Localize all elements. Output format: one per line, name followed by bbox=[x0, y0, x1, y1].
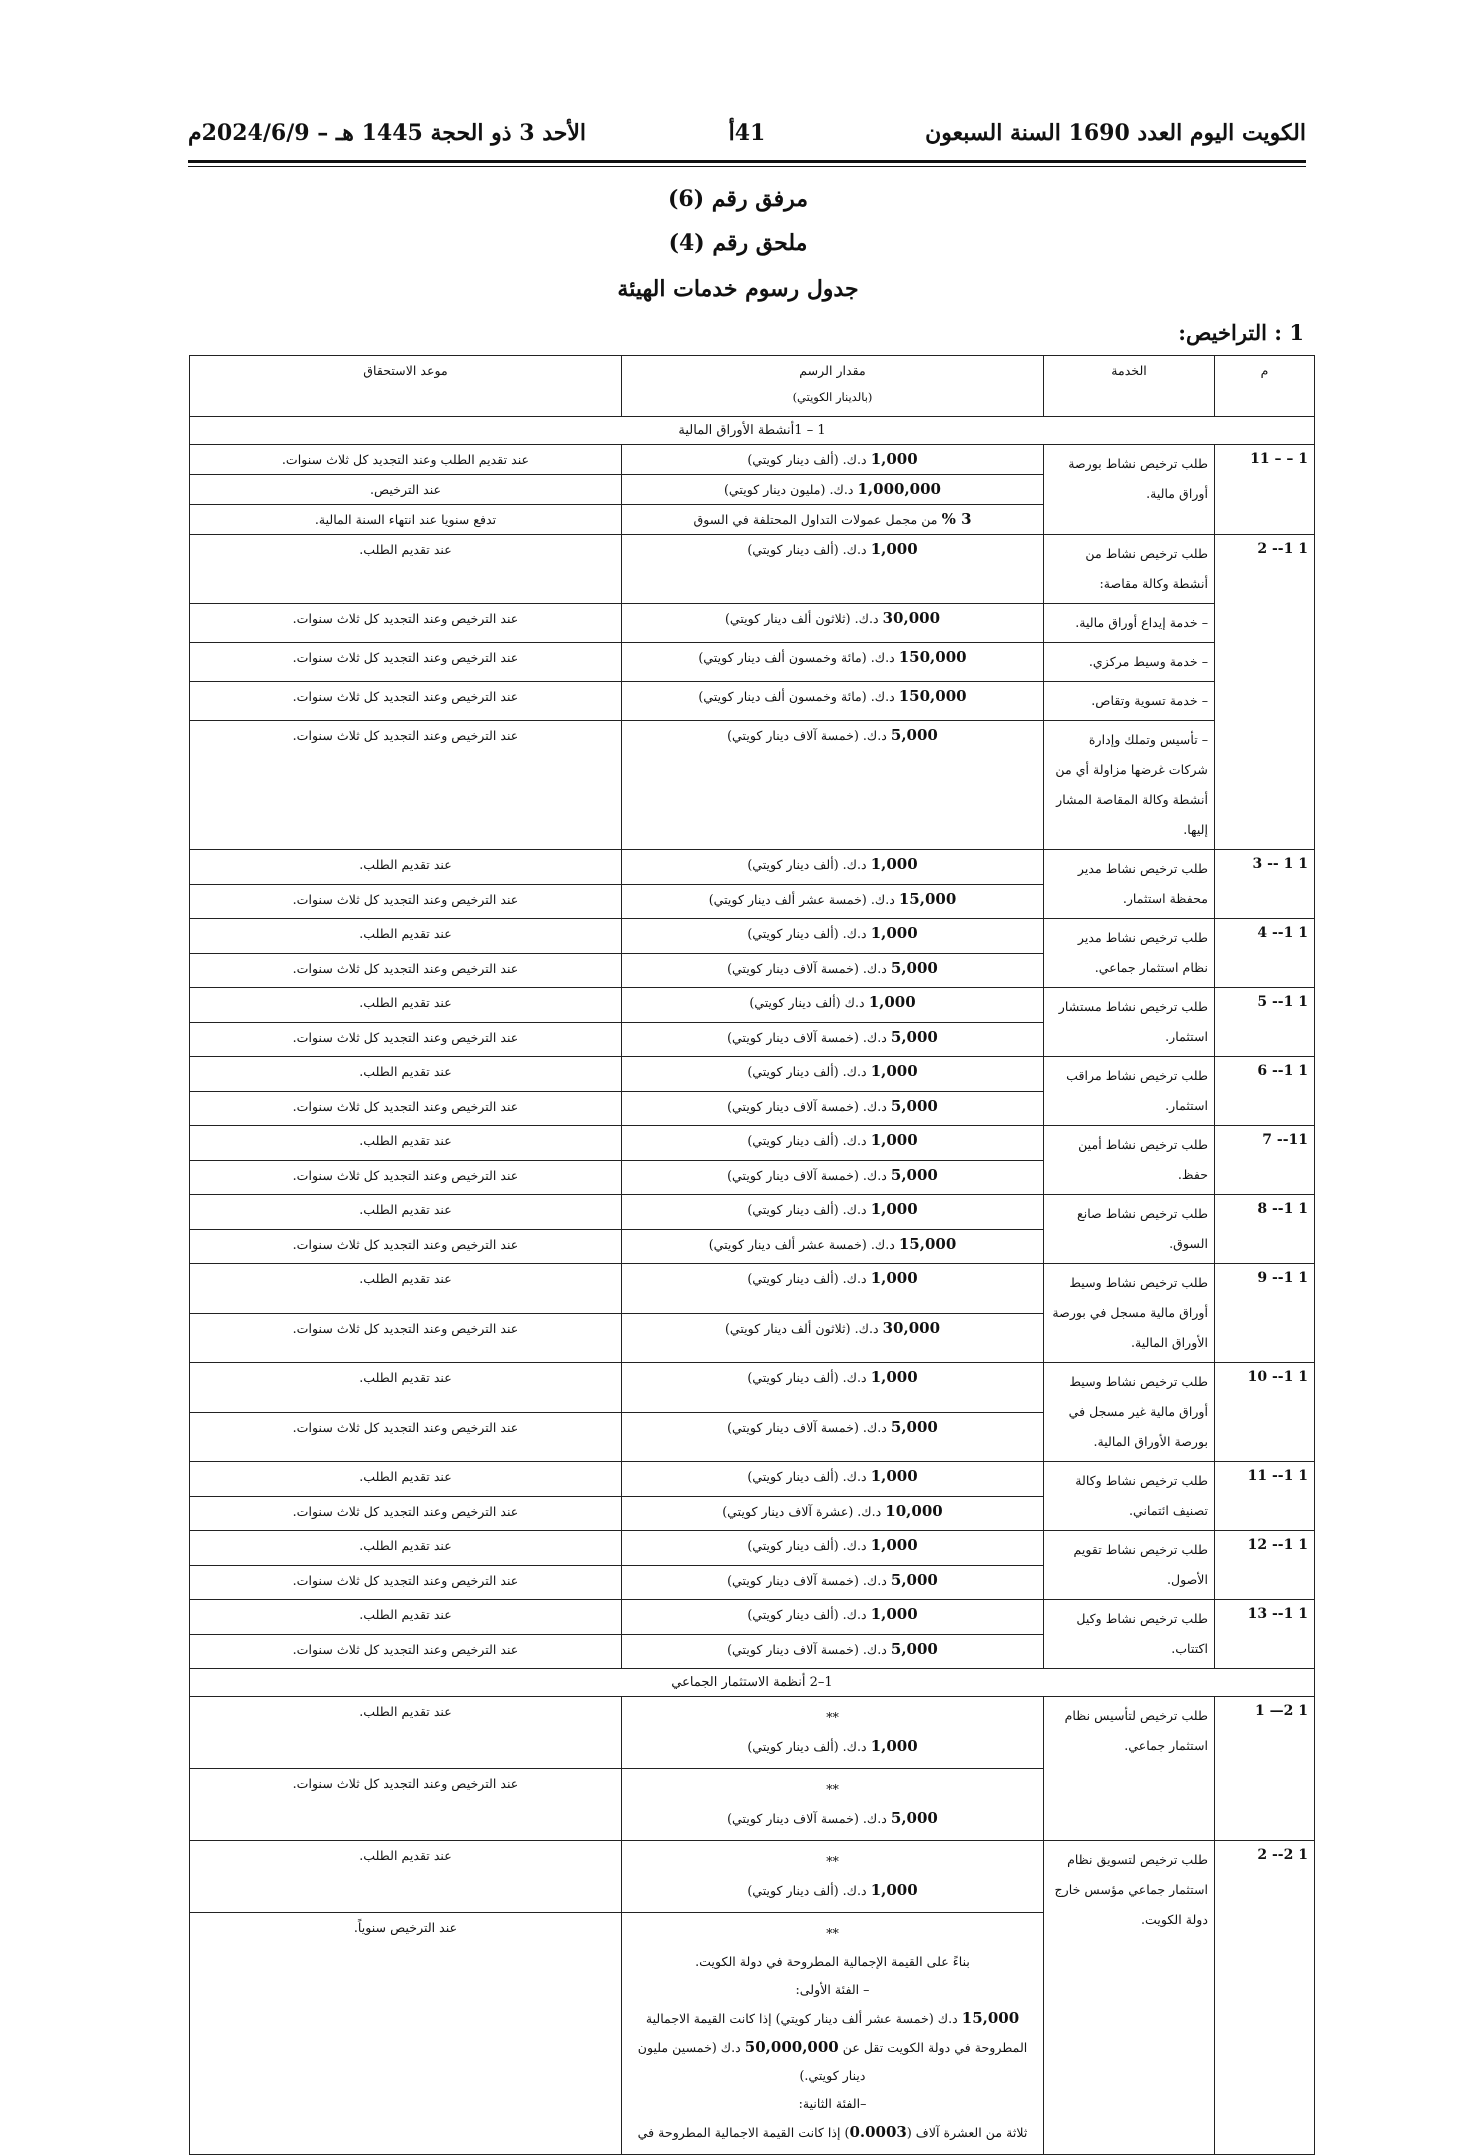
service-cell: طلب ترخيص نشاط مستشار استثمار. bbox=[1044, 988, 1215, 1057]
service-cell: طلب ترخيص نشاط وسيط أوراق مالية مسجل في بورصة الأوراق المالية. bbox=[1044, 1264, 1215, 1363]
due-cell: عند الترخيص وعند التجديد كل ثلاث سنوات. bbox=[190, 1769, 622, 1841]
fee-cell: 1,000 د.ك. (ألف دينار كويتي) bbox=[622, 1126, 1044, 1161]
service-cell: طلب ترخيص نشاط مدير محفظة استثمار. bbox=[1044, 850, 1215, 919]
service-cell: – خدمة تسوية وتقاص. bbox=[1044, 682, 1215, 721]
service-cell: – تأسيس وتملك وإدارة شركات غرضها مزاولة أي من أنشطة وكالة المقاصة المشار إليها. bbox=[1044, 721, 1215, 850]
due-cell: عند الترخيص وعند التجديد كل ثلاث سنوات. bbox=[190, 643, 622, 682]
row-number: 1 2— 1 bbox=[1215, 1697, 1315, 1841]
row-number: 1 1-- 2 bbox=[1215, 535, 1315, 850]
table-row bbox=[190, 1126, 1315, 1161]
due-cell: عند الترخيص وعند التجديد كل ثلاث سنوات. bbox=[190, 604, 622, 643]
fee-cell: 15,000 د.ك. (خمسة عشر ألف دينار كويتي) bbox=[622, 884, 1044, 919]
fee-cell: 1,000 د.ك. (ألف دينار كويتي) bbox=[622, 1531, 1044, 1566]
service-cell: طلب ترخيص نشاط وسيط أوراق مالية غير مسجل في بورصة الأوراق المالية. bbox=[1044, 1363, 1215, 1462]
due-cell: عند تقديم الطلب. bbox=[190, 1697, 622, 1769]
table-row bbox=[190, 850, 1315, 885]
service-cell: – خدمة وسيط مركزي. bbox=[1044, 643, 1215, 682]
service-cell: طلب ترخيص نشاط مراقب استثمار. bbox=[1044, 1057, 1215, 1126]
page-header bbox=[188, 120, 1306, 156]
group-row: 1–2 أنظمة الاستثمار الجماعي bbox=[190, 1669, 1315, 1697]
service-cell: طلب ترخيص نشاط وكيل اكتتاب. bbox=[1044, 1600, 1215, 1669]
due-cell: عند تقديم الطلب. bbox=[190, 1841, 622, 1913]
table-header-row bbox=[190, 356, 1315, 417]
fee-cell: 30,000 د.ك. (ثلاثون ألف دينار كويتي) bbox=[622, 604, 1044, 643]
fee-cell: 10,000 د.ك. (عشرة آلاف دينار كويتي) bbox=[622, 1496, 1044, 1531]
row-number: 1 – – 11 bbox=[1215, 445, 1315, 535]
fee-cell: ** 1,000 د.ك. (ألف دينار كويتي) bbox=[622, 1841, 1044, 1913]
fee-cell: 1,000 د.ك. (ألف دينار كويتي) bbox=[622, 1195, 1044, 1230]
col-num: م bbox=[1215, 356, 1315, 417]
due-cell: عند الترخيص وعند التجديد كل ثلاث سنوات. bbox=[190, 884, 622, 919]
table-row bbox=[190, 988, 1315, 1023]
service-cell: طلب ترخيص نشاط وكالة تصنيف ائتماني. bbox=[1044, 1462, 1215, 1531]
service-cell: طلب ترخيص نشاط من أنشطة وكالة مقاصة: bbox=[1044, 535, 1215, 604]
fee-cell: 1,000 د.ك. (ألف دينار كويتي) bbox=[622, 919, 1044, 954]
fee-cell: 150,000 د.ك. (مائة وخمسون ألف دينار كويتي) bbox=[622, 643, 1044, 682]
due-cell: عند الترخيص وعند التجديد كل ثلاث سنوات. bbox=[190, 1022, 622, 1057]
row-number: 1 1-- 5 bbox=[1215, 988, 1315, 1057]
row-number: 1 1-- 10 bbox=[1215, 1363, 1315, 1462]
service-cell: – خدمة إيداع أوراق مالية. bbox=[1044, 604, 1215, 643]
table-row bbox=[190, 1264, 1315, 1314]
fee-cell: 1,000 د.ك. (ألف دينار كويتي) bbox=[622, 1363, 1044, 1413]
table-title: جدول رسوم خدمات الهيئة bbox=[617, 276, 859, 302]
service-cell: طلب ترخيص نشاط تقويم الأصول. bbox=[1044, 1531, 1215, 1600]
fee-cell: 1,000 د.ك. (ألف دينار كويتي) bbox=[622, 1462, 1044, 1497]
fee-cell: 1,000 د.ك. (ألف دينار كويتي) bbox=[622, 1600, 1044, 1635]
fee-cell: ** 5,000 د.ك. (خمسة آلاف دينار كويتي) bbox=[622, 1769, 1044, 1841]
header-rule-thin bbox=[188, 166, 1306, 167]
due-cell: عند تقديم الطلب. bbox=[190, 1600, 622, 1635]
fee-cell: 5,000 د.ك. (خمسة آلاف دينار كويتي) bbox=[622, 1160, 1044, 1195]
fee-cell: 5,000 د.ك. (خمسة آلاف دينار كويتي) bbox=[622, 1091, 1044, 1126]
table-row bbox=[190, 604, 1315, 643]
table-row bbox=[190, 643, 1315, 682]
due-cell: عند الترخيص. bbox=[190, 475, 622, 505]
fee-cell: 1,000 د.ك. (ألف دينار كويتي) bbox=[622, 1264, 1044, 1314]
fee-cell: 15,000 د.ك. (خمسة عشر ألف دينار كويتي) bbox=[622, 1229, 1044, 1264]
fee-cell: 1,000 د.ك. (ألف دينار كويتي) bbox=[622, 535, 1044, 604]
row-number: 1 1-- 8 bbox=[1215, 1195, 1315, 1264]
row-number: 1 1-- 9 bbox=[1215, 1264, 1315, 1363]
due-cell: عند الترخيص وعند التجديد كل ثلاث سنوات. bbox=[190, 1412, 622, 1462]
fee-cell: 5,000 د.ك. (خمسة آلاف دينار كويتي) bbox=[622, 953, 1044, 988]
fee-cell: 1,000 د.ك. (ألف دينار كويتي) bbox=[622, 850, 1044, 885]
fee-cell: 3 % من مجمل عمولات التداول المحتلفة في السوق bbox=[622, 505, 1044, 535]
service-cell: طلب ترخيص نشاط مدير نظام استثمار جماعي. bbox=[1044, 919, 1215, 988]
table-row bbox=[190, 1363, 1315, 1413]
table-row bbox=[190, 1531, 1315, 1566]
table-row bbox=[190, 1600, 1315, 1635]
table-row bbox=[190, 1195, 1315, 1230]
fee-cell: 1,000 د.ك. (ألف دينار كويتي) bbox=[622, 1057, 1044, 1092]
due-cell: عند الترخيص وعند التجديد كل ثلاث سنوات. bbox=[190, 953, 622, 988]
group-row: 1 – 1أنشطة الأوراق المالية bbox=[190, 417, 1315, 445]
fee-cell: 5,000 د.ك. (خمسة آلاف دينار كويتي) bbox=[622, 721, 1044, 850]
col-due: موعد الاستحقاق bbox=[190, 356, 622, 417]
due-cell: عند الترخيص وعند التجديد كل ثلاث سنوات. bbox=[190, 1565, 622, 1600]
fee-cell: 5,000 د.ك. (خمسة آلاف دينار كويتي) bbox=[622, 1634, 1044, 1669]
due-cell: عند الترخيص سنوياً. bbox=[190, 1913, 622, 2155]
service-cell: طلب ترخيص لتأسيس نظام استثمار جماعي. bbox=[1044, 1697, 1215, 1841]
row-number: 1 1 -- 3 bbox=[1215, 850, 1315, 919]
fee-cell: 1,000 د.ك (ألف دينار كويتي) bbox=[622, 988, 1044, 1023]
appendix-title: ملحق رقم (4) bbox=[668, 230, 808, 256]
service-cell: طلب ترخيص نشاط بورصة أوراق مالية. bbox=[1044, 445, 1215, 535]
row-number: 1 1-- 12 bbox=[1215, 1531, 1315, 1600]
fee-cell: ** 1,000 د.ك. (ألف دينار كويتي) bbox=[622, 1697, 1044, 1769]
page-number: 41أ bbox=[728, 120, 766, 146]
due-cell: عند الترخيص وعند التجديد كل ثلاث سنوات. bbox=[190, 682, 622, 721]
fee-cell: 1,000,000 د.ك. (مليون دينار كويتي) bbox=[622, 475, 1044, 505]
due-cell: عند تقديم الطلب. bbox=[190, 1462, 622, 1497]
table-row bbox=[190, 682, 1315, 721]
table-row bbox=[190, 1841, 1315, 1913]
due-cell: عند تقديم الطلب. bbox=[190, 1057, 622, 1092]
fee-cell: 30,000 د.ك. (ثلاثون ألف دينار كويتي) bbox=[622, 1313, 1044, 1363]
due-cell: عند تقديم الطلب. bbox=[190, 1126, 622, 1161]
table-row bbox=[190, 1697, 1315, 1769]
table-row bbox=[190, 721, 1315, 850]
table-row bbox=[190, 535, 1315, 604]
due-cell: عند الترخيص وعند التجديد كل ثلاث سنوات. bbox=[190, 1229, 622, 1264]
due-cell: عند تقديم الطلب. bbox=[190, 1195, 622, 1230]
fee-cell: 5,000 د.ك. (خمسة آلاف دينار كويتي) bbox=[622, 1022, 1044, 1057]
due-cell: عند تقديم الطلب. bbox=[190, 1531, 622, 1566]
due-cell: عند تقديم الطلب. bbox=[190, 988, 622, 1023]
due-cell: عند الترخيص وعند التجديد كل ثلاث سنوات. bbox=[190, 1091, 622, 1126]
fee-cell: ** بناءً على القيمة الإجمالية المطروحة في دولة الكويت. – الفئة الأولى: 15,000 د.ك (خمسة عشر ألف دينار كويتي) إذا كانت القيمة الاجمالية المطروحة في دولة الكويت تقل عن 50,000,000 د.ك (خمسين مليون دينار كويتي.) –الفئة الثانية: ثلاثة من العشرة آلاف (0.0003) إذا كانت القيمة الاجمالية المطروحة في bbox=[622, 1913, 1044, 2155]
table-row bbox=[190, 1462, 1315, 1497]
attachment-title: مرفق رقم (6) bbox=[667, 186, 809, 212]
service-cell: طلب ترخيص لتسويق نظام استثمار جماعي مؤسس خارج دولة الكويت. bbox=[1044, 1841, 1215, 2155]
due-cell: عند الترخيص وعند التجديد كل ثلاث سنوات. bbox=[190, 1634, 622, 1669]
due-cell: عند الترخيص وعند التجديد كل ثلاث سنوات. bbox=[190, 1313, 622, 1363]
col-service: الخدمة bbox=[1044, 356, 1215, 417]
row-number: 1 1-- 4 bbox=[1215, 919, 1315, 988]
table-row bbox=[190, 919, 1315, 954]
service-cell: طلب ترخيص نشاط صانع السوق. bbox=[1044, 1195, 1215, 1264]
due-cell: عند تقديم الطلب. bbox=[190, 1363, 622, 1413]
due-cell: عند تقديم الطلب. bbox=[190, 1264, 622, 1314]
row-number: 1 1-- 6 bbox=[1215, 1057, 1315, 1126]
due-cell: عند تقديم الطلب. bbox=[190, 850, 622, 885]
fee-cell: 1,000 د.ك. (ألف دينار كويتي) bbox=[622, 445, 1044, 475]
due-cell: عند الترخيص وعند التجديد كل ثلاث سنوات. bbox=[190, 1496, 622, 1531]
col-fee: مقدار الرسم (بالدينار الكويتي) bbox=[622, 356, 1044, 417]
service-cell: طلب ترخيص نشاط أمين حفظ. bbox=[1044, 1126, 1215, 1195]
fee-cell: 5,000 د.ك. (خمسة آلاف دينار كويتي) bbox=[622, 1412, 1044, 1462]
due-cell: عند تقديم الطلب. bbox=[190, 919, 622, 954]
due-cell: عند الترخيص وعند التجديد كل ثلاث سنوات. bbox=[190, 721, 622, 850]
row-number: 1 1-- 11 bbox=[1215, 1462, 1315, 1531]
table-row bbox=[190, 445, 1315, 475]
table-row bbox=[190, 1057, 1315, 1092]
row-number: 1 1-- 13 bbox=[1215, 1600, 1315, 1669]
due-cell: تدفع سنويا عند انتهاء السنة المالية. bbox=[190, 505, 622, 535]
row-number: 11-- 7 bbox=[1215, 1126, 1315, 1195]
fee-cell: 150,000 د.ك. (مائة وخمسون ألف دينار كويتي) bbox=[622, 682, 1044, 721]
fee-cell: 5,000 د.ك. (خمسة آلاف دينار كويتي) bbox=[622, 1565, 1044, 1600]
issue-date: الأحد 3 ذو الحجة 1445 هـ – 2024/6/9م bbox=[188, 120, 587, 146]
header-rule bbox=[188, 160, 1306, 163]
row-number: 1 2-- 2 bbox=[1215, 1841, 1315, 2155]
due-cell: عند الترخيص وعند التجديد كل ثلاث سنوات. bbox=[190, 1160, 622, 1195]
due-cell: عند تقديم الطلب وعند التجديد كل ثلاث سنوات. bbox=[190, 445, 622, 475]
fees-table bbox=[189, 355, 1315, 2155]
gazette-issue: الكويت اليوم العدد 1690 السنة السبعون bbox=[925, 120, 1306, 146]
section-heading: 1 : التراخيص: bbox=[1178, 320, 1304, 345]
due-cell: عند تقديم الطلب. bbox=[190, 535, 622, 604]
